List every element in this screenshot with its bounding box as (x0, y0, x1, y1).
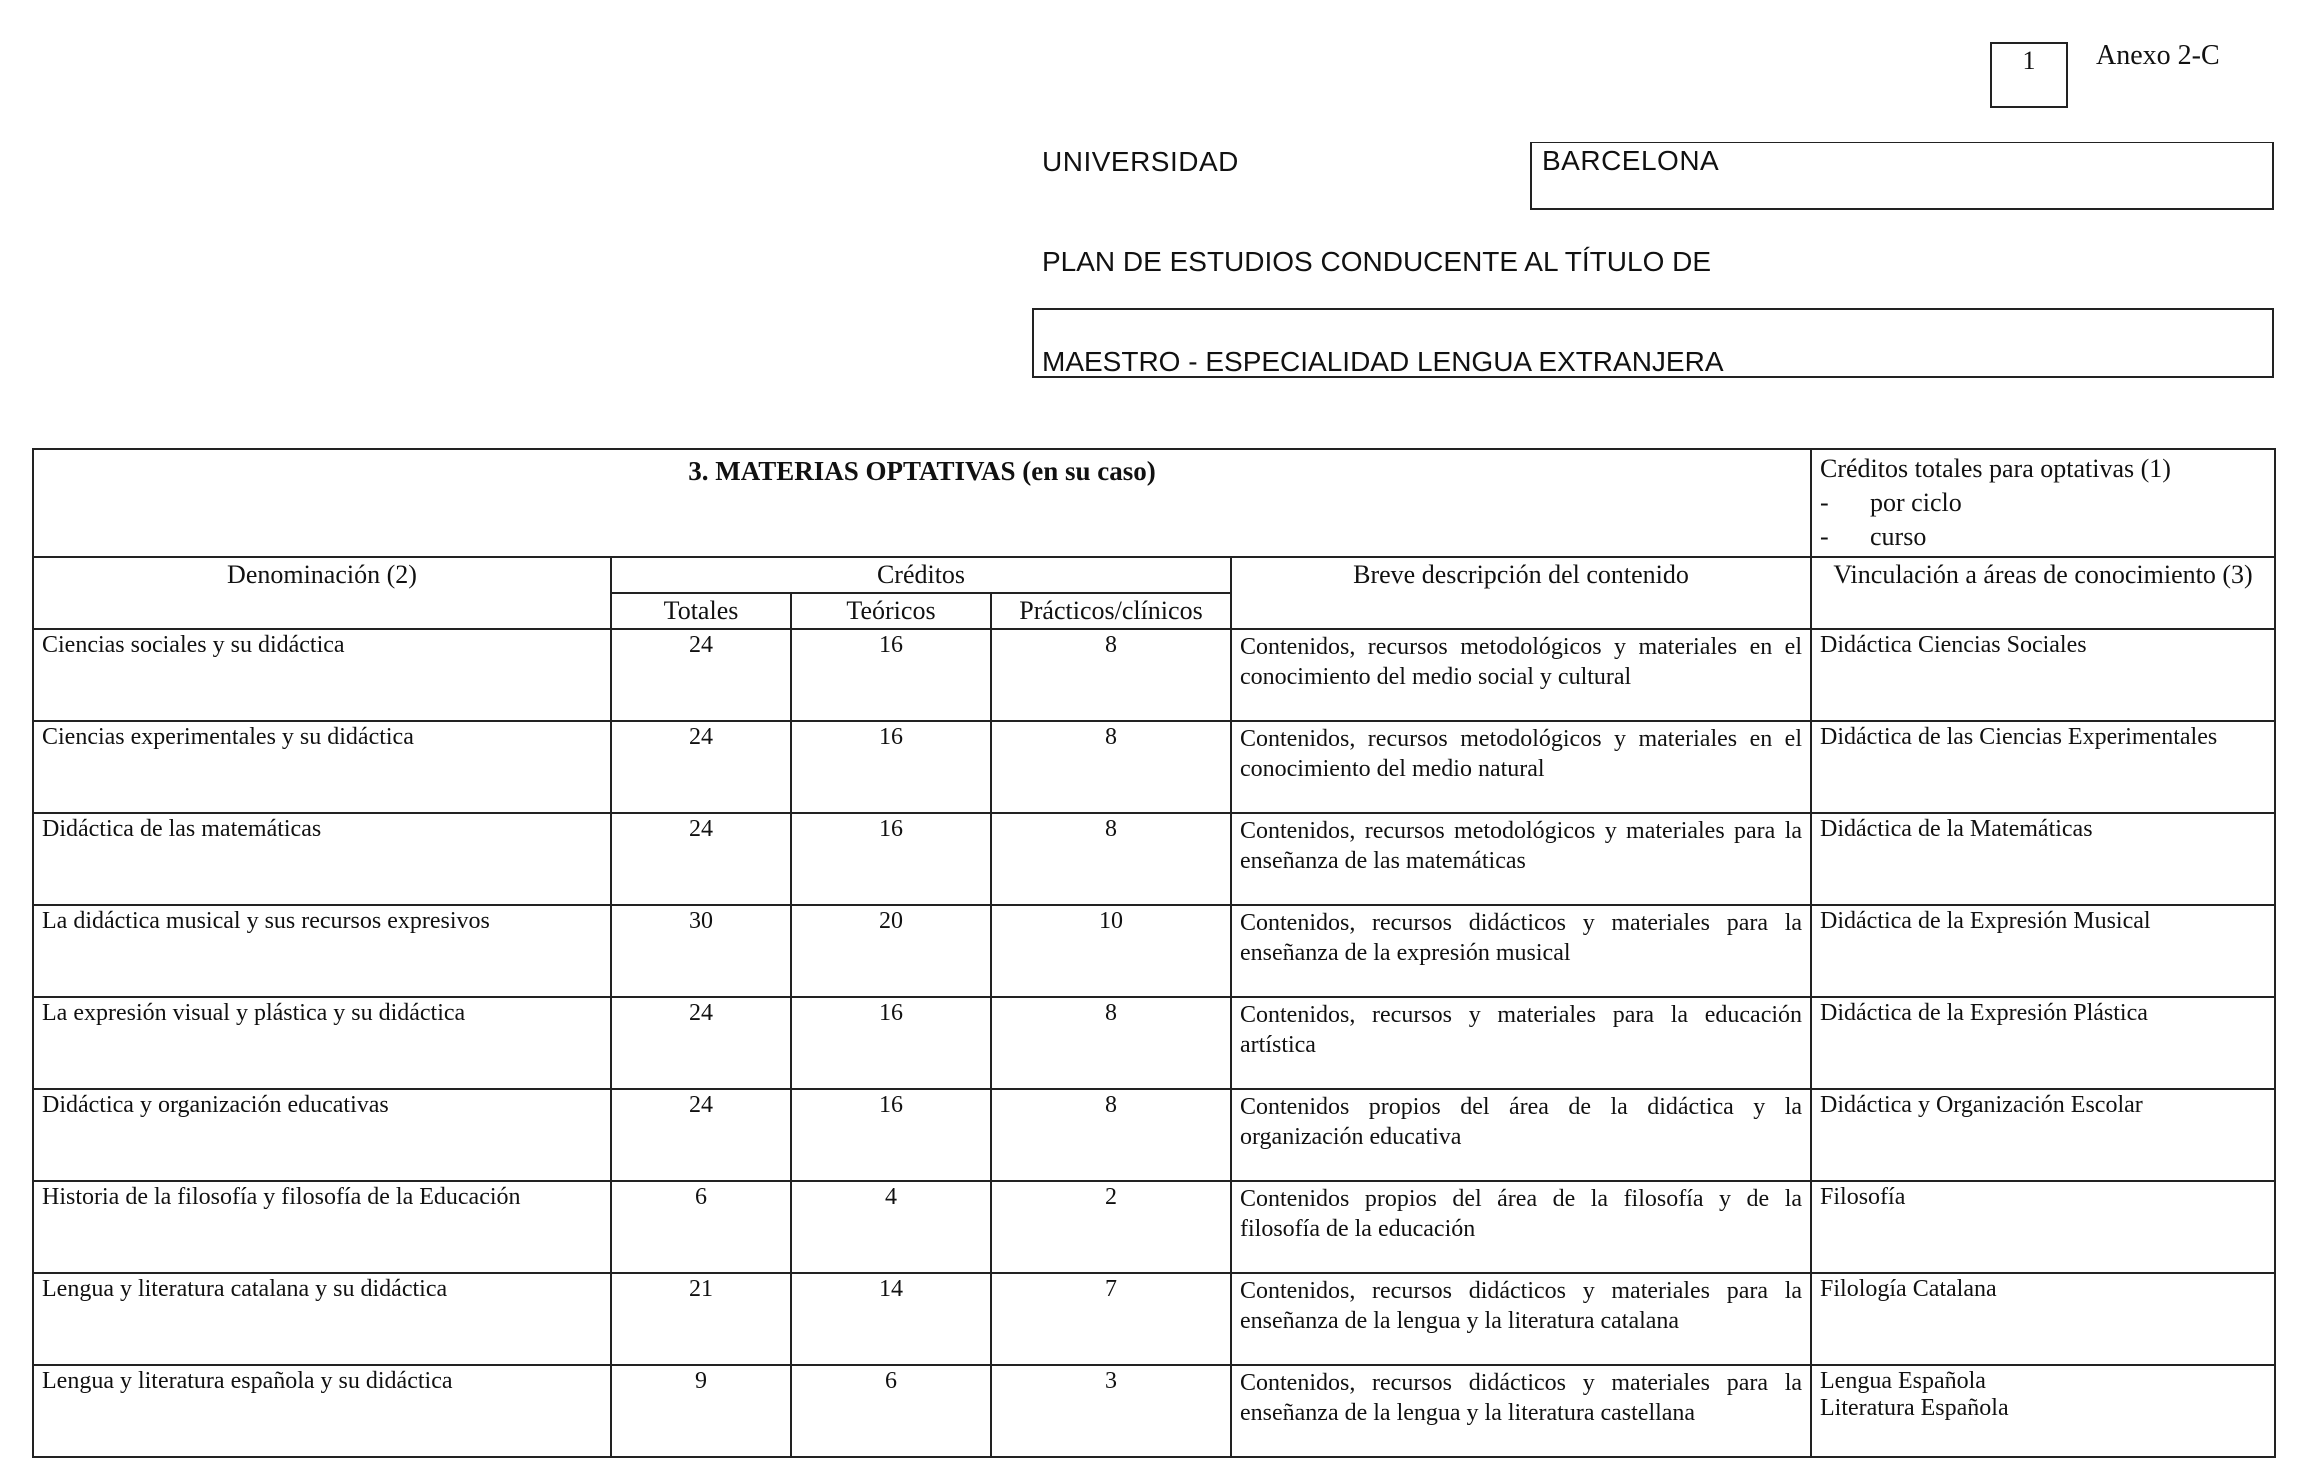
cell-vinculacion (1811, 1365, 2275, 1457)
cell-descripcion: Contenidos, recursos didácticos y materiales para la enseñanza de la expresión musical (1231, 905, 1811, 997)
cell-descripcion: Contenidos, recursos metodológicos y materiales para la enseñanza de las matemáticas (1231, 813, 1811, 905)
cell-practicos: 10 (991, 905, 1231, 997)
cell-totales: 9 (611, 1365, 791, 1457)
table-row (33, 997, 2275, 1089)
table-row (33, 1365, 2275, 1457)
cell-teoricos: 16 (791, 813, 991, 905)
area-name: Didáctica de la Expresión Musical (1820, 908, 2151, 934)
cell-totales: 21 (611, 1273, 791, 1365)
cell-teoricos: 16 (791, 997, 991, 1089)
cell-totales: 30 (611, 905, 791, 997)
cell-totales: 24 (611, 629, 791, 721)
degree-title: MAESTRO - ESPECIALIDAD LENGUA EXTRANJERA (1042, 346, 1724, 377)
cell-vinculacion (1811, 1089, 2275, 1181)
page-number-box (1990, 42, 2068, 108)
cell-practicos: 8 (991, 629, 1231, 721)
cell-descripcion: Contenidos, recursos metodológicos y materiales en el conocimiento del medio social y cultural (1231, 629, 1811, 721)
cell-denominacion: Ciencias experimentales y su didáctica (33, 721, 611, 813)
area-name: Didáctica de la Matemáticas (1820, 816, 2093, 842)
annex-label: Anexo 2-C (2096, 40, 2220, 71)
table-row (33, 905, 2275, 997)
table-title: 3. MATERIAS OPTATIVAS (en su caso) (33, 449, 1811, 557)
cell-denominacion: Ciencias sociales y su didáctica (33, 629, 611, 721)
cell-practicos: 2 (991, 1181, 1231, 1273)
cell-vinculacion (1811, 813, 2275, 905)
cell-teoricos: 16 (791, 1089, 991, 1181)
universidad-value: BARCELONA (1530, 142, 2274, 210)
header-row-1 (33, 557, 2275, 593)
cell-teoricos: 20 (791, 905, 991, 997)
universidad-label: UNIVERSIDAD (1042, 146, 1239, 177)
cell-vinculacion (1811, 997, 2275, 1089)
table-row (33, 1273, 2275, 1365)
area-name: Didáctica Ciencias Sociales (1820, 632, 2087, 658)
cell-descripcion: Contenidos, recursos metodológicos y materiales en el conocimiento del medio natural (1231, 721, 1811, 813)
cell-teoricos: 4 (791, 1181, 991, 1273)
area-name: Didáctica de las Ciencias Experimentales (1820, 724, 2218, 750)
area-name: Literatura Española (1820, 1395, 2009, 1421)
header-teoricos: Teóricos (791, 593, 991, 629)
credits-total-box (1811, 449, 2275, 557)
cell-descripcion: Contenidos, recursos didácticos y materiales para la enseñanza de la lengua y la literatura castellana (1231, 1365, 1811, 1457)
header-creditos: Créditos (611, 557, 1231, 593)
cell-descripcion: Contenidos propios del área de la filosofía y de la filosofía de la educación (1231, 1181, 1811, 1273)
area-name: Didáctica y Organización Escolar (1820, 1092, 2143, 1118)
cell-vinculacion (1811, 1181, 2275, 1273)
credits-total-title: Créditos totales para optativas (1) (1820, 454, 2171, 483)
cell-vinculacion (1811, 721, 2275, 813)
table-row (33, 813, 2275, 905)
cell-practicos: 8 (991, 1089, 1231, 1181)
credits-total-item-label: por ciclo (1870, 488, 1962, 517)
cell-practicos: 3 (991, 1365, 1231, 1457)
table-body (33, 629, 2275, 1457)
cell-descripcion: Contenidos, recursos y materiales para la educación artística (1231, 997, 1811, 1089)
cell-denominacion: Lengua y literatura catalana y su didáctica (33, 1273, 611, 1365)
credits-total-item-label: curso (1870, 522, 1927, 551)
cell-descripcion: Contenidos, recursos didácticos y materiales para la enseñanza de la lengua y la literatura catalana (1231, 1273, 1811, 1365)
cell-practicos: 8 (991, 721, 1231, 813)
cell-vinculacion (1811, 629, 2275, 721)
header-practicos: Prácticos/clínicos (991, 593, 1231, 629)
cell-denominacion: La didáctica musical y sus recursos expresivos (33, 905, 611, 997)
table-row (33, 629, 2275, 721)
cell-practicos: 8 (991, 813, 1231, 905)
table-title-row (33, 449, 2275, 557)
cell-vinculacion (1811, 1273, 2275, 1365)
cell-teoricos: 6 (791, 1365, 991, 1457)
cell-totales: 24 (611, 721, 791, 813)
cell-denominacion: La expresión visual y plástica y su didáctica (33, 997, 611, 1089)
area-name: Filología Catalana (1820, 1276, 1997, 1302)
cell-denominacion: Didáctica y organización educativas (33, 1089, 611, 1181)
credits-total-item (1820, 520, 2266, 554)
credits-total-list (1820, 486, 2266, 554)
cell-teoricos: 16 (791, 721, 991, 813)
cell-vinculacion (1811, 905, 2275, 997)
area-name: Didáctica de la Expresión Plástica (1820, 1000, 2148, 1026)
plan-label: PLAN DE ESTUDIOS CONDUCENTE AL TÍTULO DE (1042, 246, 1712, 277)
area-name: Lengua Española (1820, 1368, 1986, 1394)
cell-totales: 24 (611, 997, 791, 1089)
table-row (33, 1089, 2275, 1181)
optativas-table (32, 448, 2276, 1458)
cell-teoricos: 14 (791, 1273, 991, 1365)
table-row (33, 1181, 2275, 1273)
table-row (33, 721, 2275, 813)
page-number: 1 (2022, 46, 2036, 75)
credits-total-item (1820, 486, 2266, 520)
cell-practicos: 7 (991, 1273, 1231, 1365)
cell-teoricos: 16 (791, 629, 991, 721)
cell-descripcion: Contenidos propios del área de la didáctica y la organización educativa (1231, 1089, 1811, 1181)
list-dash: - (1820, 522, 1829, 551)
header-descripcion: Breve descripción del contenido (1231, 557, 1811, 629)
header-denominacion: Denominación (2) (33, 557, 611, 629)
cell-denominacion: Historia de la filosofía y filosofía de la Educación (33, 1181, 611, 1273)
cell-totales: 24 (611, 1089, 791, 1181)
list-dash: - (1820, 488, 1829, 517)
cell-totales: 24 (611, 813, 791, 905)
cell-denominacion: Lengua y literatura española y su didáctica (33, 1365, 611, 1457)
cell-denominacion: Didáctica de las matemáticas (33, 813, 611, 905)
header-vinculacion: Vinculación a áreas de conocimiento (3) (1811, 557, 2275, 629)
cell-practicos: 8 (991, 997, 1231, 1089)
header-totales: Totales (611, 593, 791, 629)
area-name: Filosofía (1820, 1184, 1906, 1210)
cell-totales: 6 (611, 1181, 791, 1273)
